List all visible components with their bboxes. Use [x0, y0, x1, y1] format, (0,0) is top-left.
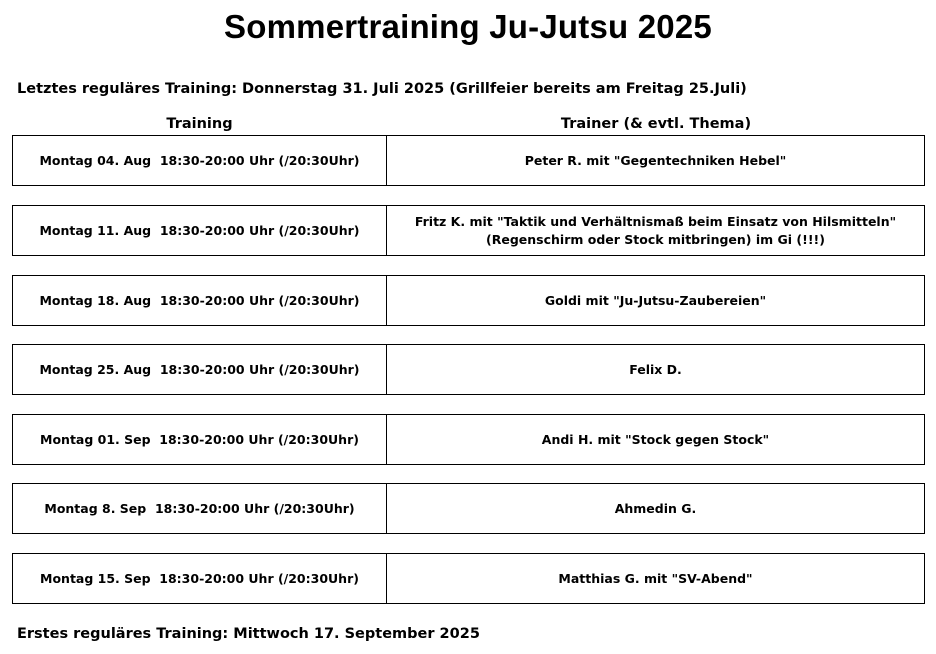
trainer-text: Felix D. — [629, 361, 682, 377]
page-title: Sommertraining Ju-Jutsu 2025 — [224, 8, 712, 45]
trainer-cell — [387, 554, 924, 603]
training-cell: Montag 04. Aug 18:30-20:00 Uhr (/20:30Uhr) — [13, 136, 387, 185]
table-row — [12, 344, 925, 395]
training-cell: Montag 18. Aug 18:30-20:00 Uhr (/20:30Uhr) — [13, 276, 387, 325]
trainer-text: Ahmedin G. — [614, 500, 697, 516]
training-cell: Montag 25. Aug 18:30-20:00 Uhr (/20:30Uhr) — [13, 345, 387, 394]
trainer-cell — [387, 276, 924, 325]
table-row — [12, 414, 925, 465]
trainer-text-line2: (Regenschirm oder Stock mitbringen) im Gi (!!!) — [486, 231, 825, 247]
column-header-training: Training — [166, 116, 233, 132]
table-row — [12, 205, 925, 256]
table-row — [12, 275, 925, 326]
trainer-text: Fritz K. mit "Taktik und Verhältnismaß beim Einsatz von Hilsmitteln" — [414, 213, 897, 229]
trainer-cell — [387, 484, 924, 533]
training-cell: Montag 15. Sep 18:30-20:00 Uhr (/20:30Uhr) — [13, 554, 387, 603]
training-cell: Montag 11. Aug 18:30-20:00 Uhr (/20:30Uhr) — [13, 206, 387, 255]
table-row — [12, 483, 925, 534]
trainer-cell — [387, 415, 924, 464]
trainer-text: Goldi mit "Ju-Jutsu-Zaubereien" — [544, 292, 767, 308]
trainer-cell — [387, 136, 924, 185]
trainer-cell — [387, 206, 924, 255]
trainer-text: Peter R. mit "Gegentechniken Hebel" — [524, 152, 787, 168]
first-training-note: Erstes reguläres Training: Mittwoch 17. September 2025 — [17, 626, 480, 642]
column-header-trainer: Trainer (& evtl. Thema) — [560, 116, 752, 132]
table-row — [12, 553, 925, 604]
trainer-cell — [387, 345, 924, 394]
last-training-note: Letztes reguläres Training: Donnerstag 31. Juli 2025 (Grillfeier bereits am Freitag 25.Juli) — [17, 81, 747, 97]
trainer-text: Matthias G. mit "SV-Abend" — [558, 570, 753, 586]
trainer-text: Andi H. mit "Stock gegen Stock" — [541, 431, 770, 447]
training-cell: Montag 8. Sep 18:30-20:00 Uhr (/20:30Uhr) — [13, 484, 387, 533]
training-cell: Montag 01. Sep 18:30-20:00 Uhr (/20:30Uhr) — [13, 415, 387, 464]
table-row — [12, 135, 925, 186]
